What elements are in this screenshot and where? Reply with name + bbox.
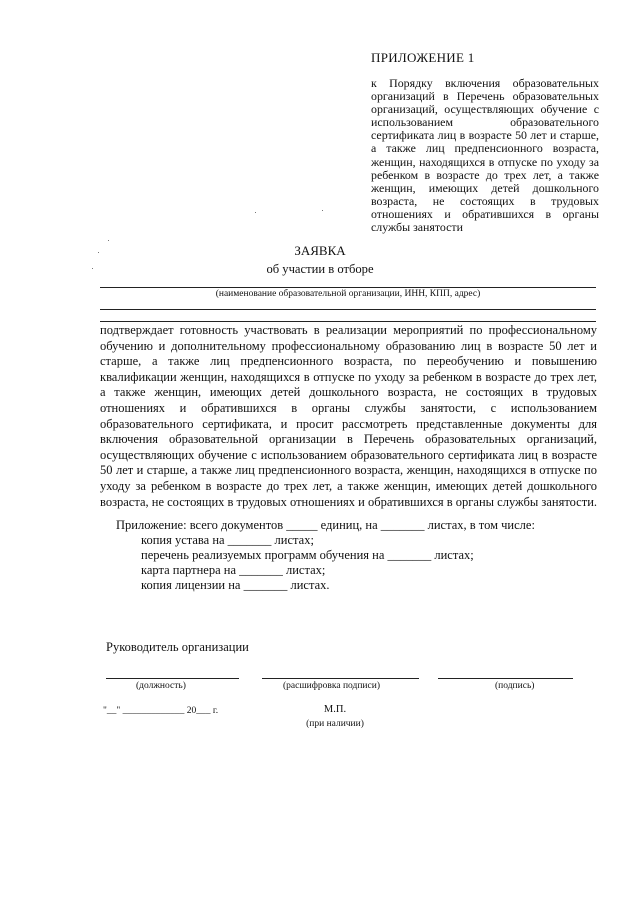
position-line xyxy=(106,678,239,679)
attachment-item: перечень реализуемых программ обучения на _______ листах; xyxy=(141,548,474,562)
position-caption: (должность) xyxy=(136,681,186,691)
attachment-item: копия лицензии на _______ листах. xyxy=(141,578,330,592)
scan-speck xyxy=(255,212,256,213)
stamp-label: М.П. xyxy=(323,704,347,715)
name-line xyxy=(262,678,419,679)
attachments-summary: Приложение: всего документов _____ единиц, на _______ листах, в том числе: xyxy=(116,518,535,532)
signature-line xyxy=(438,678,573,679)
stamp-note: (при наличии) xyxy=(306,719,364,729)
org-name-line-2 xyxy=(100,309,596,310)
org-name-line-1 xyxy=(100,287,596,288)
scan-speck xyxy=(108,240,109,241)
head-of-organization-label: Руководитель организации xyxy=(106,640,249,654)
application-title: ЗАЯВКА xyxy=(294,243,346,258)
scan-speck xyxy=(98,252,99,253)
application-body: подтверждает готовность участвовать в реализации мероприятий по профессиональному обучению и дополнительному профессиональному образованию лиц в возрасте 50 лет и старше, а также лиц предпенсионного возраста, по переобучению и повышению квалификации женщин, находящихся в отпуске по уходу за ребенком в возрасте до трех лет, а также женщин, имеющих детей дошкольного возраста, не состоящих в трудовых отношениях и обратившихся в органы службы занятости, с использованием образовательного сертификата, и просит рассмотреть представленные документы для включения образовательной организации в Перечень образовательных организаций, осуществляющих обучение с использованием образовательного сертификата лиц в возрасте 50 лет и старше, а также лиц предпенсионного возраста, женщин, находящихся в отпуске по уходу за ребенком в возрасте до трех лет, а также женщин, имеющих детей дошкольного возраста, не состоящих в трудовых отношениях и обратившихся в органы службы занятости. xyxy=(100,323,598,509)
date-line: "__" _____________ 20___ г. xyxy=(103,706,219,716)
org-name-caption: (наименование образовательной организации, ИНН, КПП, адрес) xyxy=(215,289,481,299)
attachment-item: копия устава на _______ листах; xyxy=(141,533,314,547)
org-name-line-3 xyxy=(100,321,596,322)
appendix-text: к Порядку включения образовательных организаций в Перечень образовательных организаций, осуществляющих обучение с использованием образовательного сертификата лиц в возрасте 50 лет и старше, а также лиц предпенсионного возраста, женщин, находящихся в отпуске по уходу за ребенком в возрасте до трех лет, а также женщин, имеющих детей дошкольного возраста, не состоящих в трудовых отношениях и обратившихся в органы службы занятости xyxy=(371,76,599,235)
attachment-item: карта партнера на _______ листах; xyxy=(141,563,326,577)
signature-caption: (подпись) xyxy=(495,681,535,691)
application-subtitle: об участии в отборе xyxy=(266,262,374,276)
appendix-title: ПРИЛОЖЕНИЕ 1 xyxy=(371,50,475,65)
scan-speck xyxy=(92,268,93,269)
scan-speck xyxy=(322,210,323,211)
name-caption: (расшифровка подписи) xyxy=(283,681,380,691)
